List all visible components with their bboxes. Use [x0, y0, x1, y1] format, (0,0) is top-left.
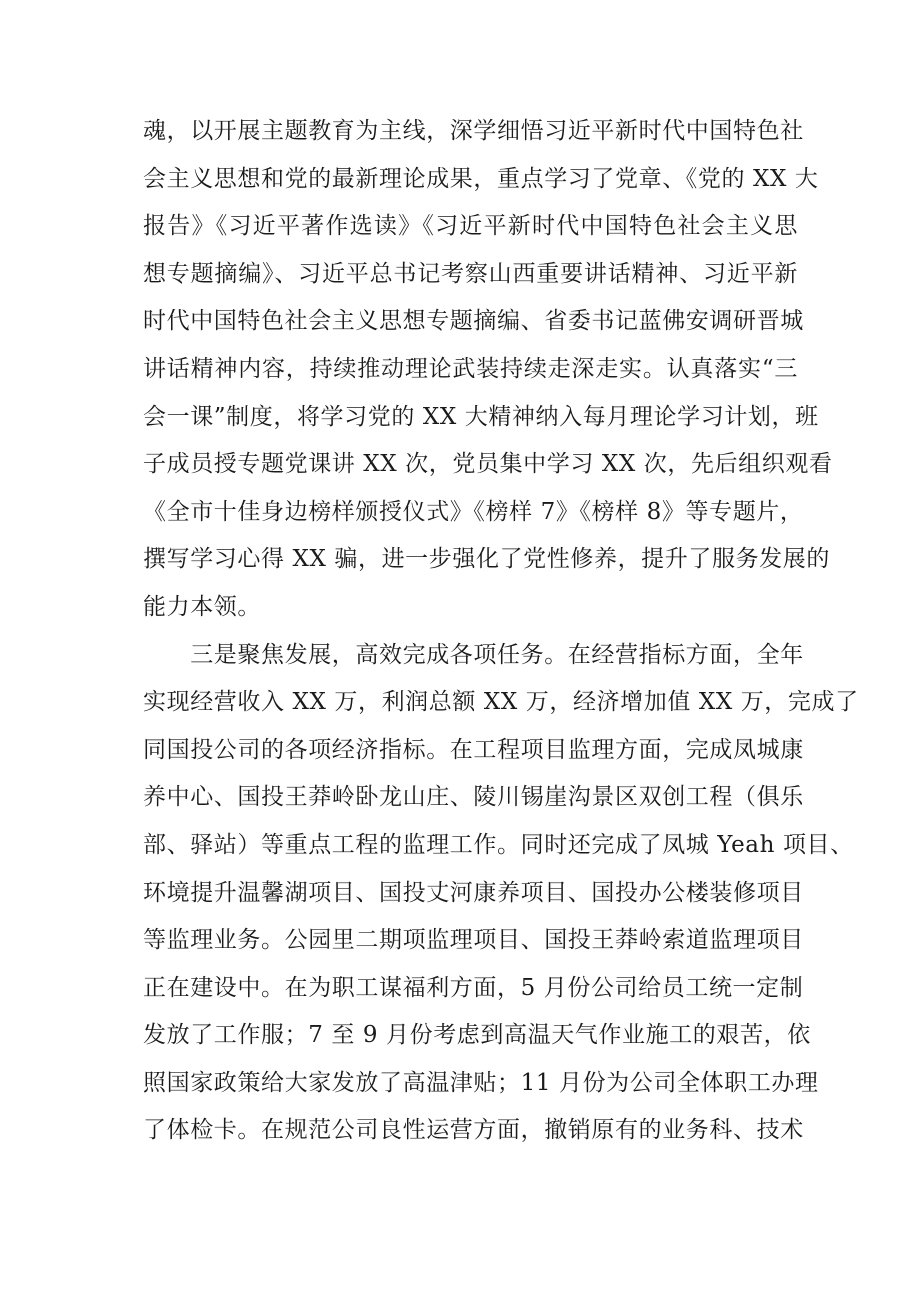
- text-line: 同国投公司的各项经济指标。在工程项目监理方面，完成凤城康: [143, 736, 804, 763]
- document-body: [143, 108, 859, 1155]
- text-line: 养中心、国投王莽岭卧龙山庄、陵川锡崖沟景区双创工程（俱乐: [143, 784, 804, 811]
- text-line: 会一课”制度，将学习党的 XX 大精神纳入每月理论学习计划，班: [143, 403, 819, 430]
- text-line: 报告》《习近平著作选读》《习近平新时代中国特色社会主义思: [143, 213, 798, 240]
- text-line: 想专题摘编》、习近平总书记考察山西重要讲话精神、习近平新: [143, 260, 798, 287]
- text-line: 魂，以开展主题教育为主线，深学细悟习近平新时代中国特色社: [143, 118, 804, 144]
- text-line: 会主义思想和党的最新理论成果，重点学习了党章、《党的 XX 大: [143, 165, 819, 192]
- text-line: 照国家政策给大家发放了高温津贴；11 月份为公司全体职工办理: [143, 1069, 819, 1096]
- text-line: 能力本领。: [143, 593, 261, 620]
- text-line: 《全市十佳身边榜样颁授仪式》《榜样 7》《榜样 8》等专题片，: [143, 498, 804, 525]
- paragraph-development-tasks: [143, 632, 859, 1156]
- text-line: 了体检卡。在规范公司良性运营方面，撤销原有的业务科、技术: [143, 1117, 804, 1144]
- text-line: 发放了工作服；7 至 9 月份考虑到高温天气作业施工的艰苦，依: [143, 1022, 811, 1049]
- text-line: 三是聚焦发展，高效完成各项任务。在经营指标方面，全年: [143, 641, 804, 668]
- text-line: 实现经营收入 XX 万，利润总额 XX 万，经济增加值 XX 万，完成了: [143, 689, 859, 716]
- text-line: 等监理业务。公园里二期项监理项目、国投王莽岭索道监理项目: [143, 927, 804, 954]
- text-line: 部、驿站）等重点工程的监理工作。同时还完成了凤城 Yeah 项目、: [143, 831, 854, 858]
- text-line: 讲话精神内容，持续推动理论武装持续走深走实。认真落实“三: [143, 355, 798, 382]
- text-line: 子成员授专题党课讲 XX 次，党员集中学习 XX 次，先后组织观看: [143, 451, 833, 478]
- text-line: 时代中国特色社会主义思想专题摘编、省委书记蓝佛安调研晋城: [143, 308, 804, 335]
- text-line: 环境提升温馨湖项目、国投丈河康养项目、国投办公楼装修项目: [143, 879, 804, 906]
- paragraph-theory-study: [143, 108, 833, 632]
- text-line: 撰写学习心得 XX 骗，进一步强化了党性修养，提升了服务发展的: [143, 546, 830, 573]
- text-line: 正在建设中。在为职工谋福利方面，5 月份公司给员工统一定制: [143, 974, 804, 1001]
